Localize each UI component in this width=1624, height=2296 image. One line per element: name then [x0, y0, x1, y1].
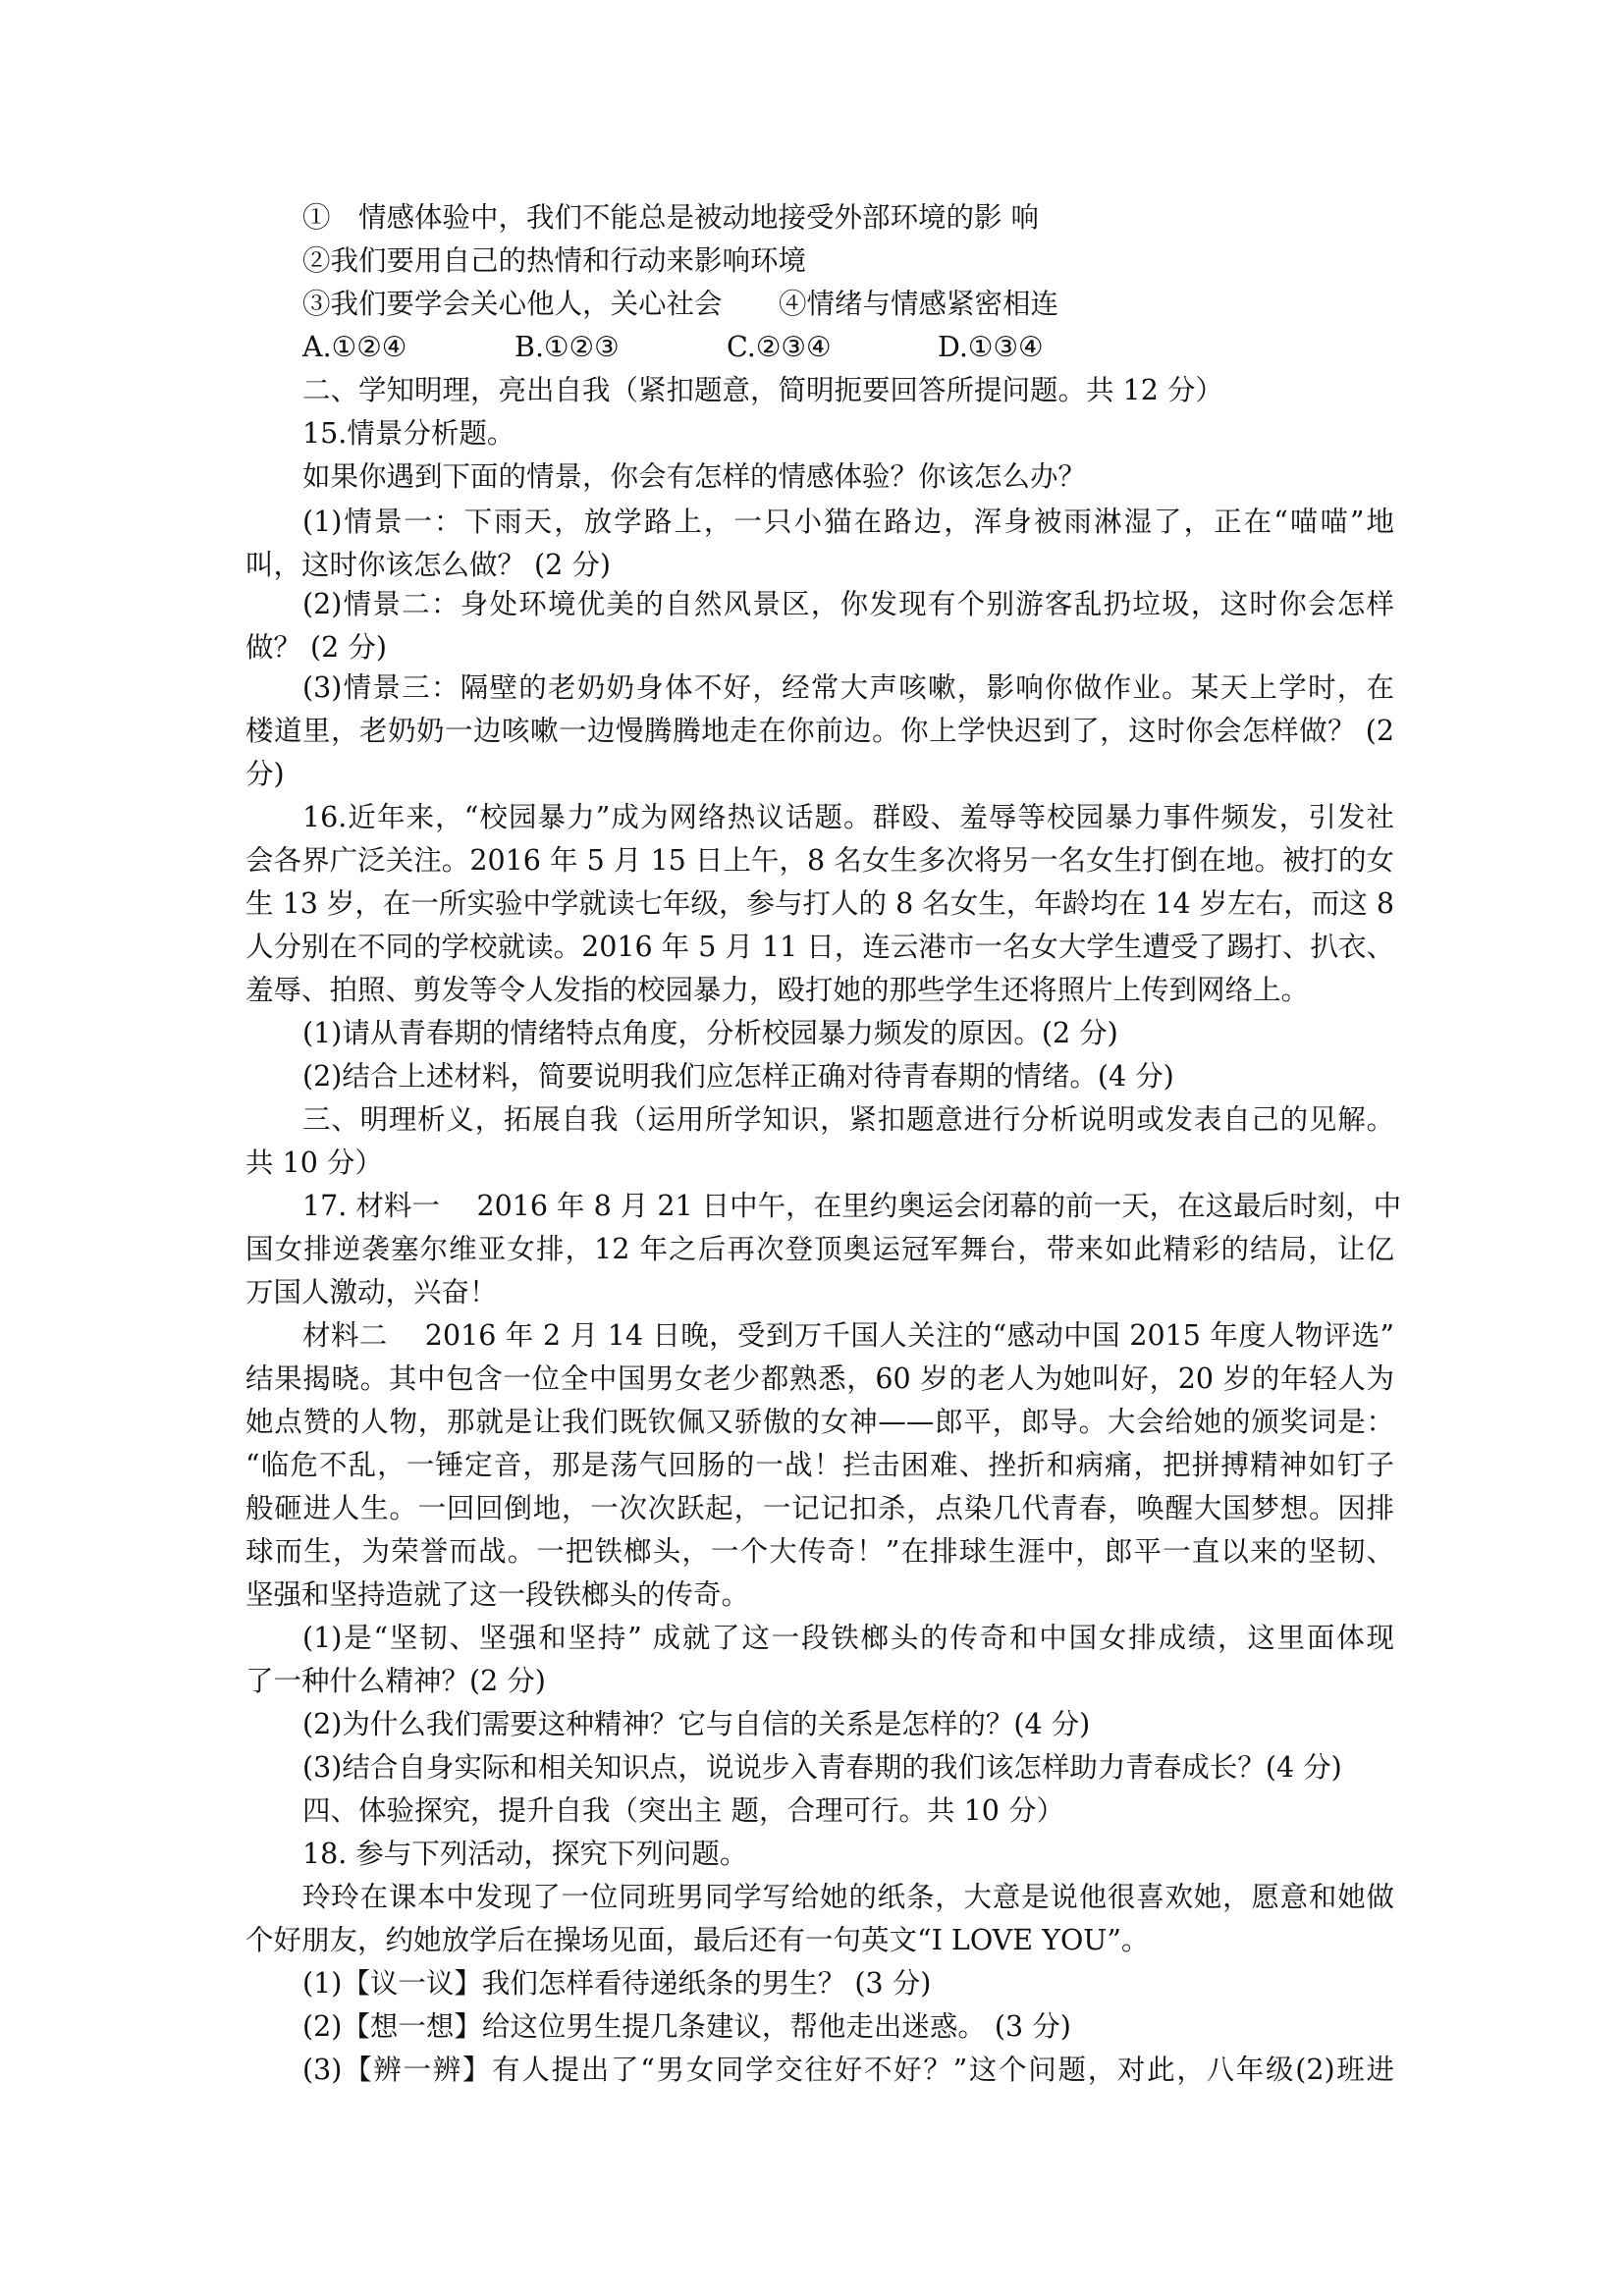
- q17-material2-line6: 球而生，为荣誉而战。一把铁榔头，一个大传奇！”在排球生涯中，郎平一直以来的坚韧、: [245, 1535, 1394, 1568]
- q17-material1-line1: 17. 材料一 2016 年 8 月 21 日中午，在里约奥运会闭幕的前一天，在这最后时刻，中: [302, 1190, 1402, 1222]
- q15-scene1-line1: (1)情景一：下雨天，放学路上，一只小猫在路边，浑身被雨淋湿了，正在“喵喵”地: [302, 506, 1394, 538]
- q17-sub1-line1: (1)是“坚韧、坚强和坚持” 成就了这一段铁榔头的传奇和中国女排成绩，这里面体现: [302, 1622, 1394, 1654]
- q15-scene2-line2: 做？ (2 分): [245, 631, 387, 664]
- q18-para-line1: 玲玲在课本中发现了一位同班男同学写给她的纸条，大意是说他很喜欢她，愿意和她做: [302, 1881, 1394, 1913]
- q16-para-line2: 会各界广泛关注。2016 年 5 月 15 日上午，8 名女生多次将另一名女生打倒在地。被打的女: [245, 844, 1394, 877]
- q16-sub1: (1)请从青春期的情绪特点角度，分析校园暴力频发的原因。(2 分): [302, 1017, 1118, 1049]
- q17-sub3: (3)结合自身实际和相关知识点，说说步入青春期的我们该怎样助力青春成长？(4 分): [302, 1751, 1342, 1784]
- choice-b: B.①②③: [514, 331, 620, 363]
- section-3-heading-line1: 三、明理析义，拓展自我（运用所学知识，紧扣题意进行分析说明或发表自己的见解。: [302, 1103, 1394, 1136]
- section-3-heading-line2: 共 10 分）: [245, 1147, 383, 1179]
- option-item-1: ① 情感体验中，我们不能总是被动地接受外部环境的影 响: [302, 201, 1040, 234]
- q17-material2-line4: “临危不乱，一锤定音，那是荡气回肠的一战！拦击困难、挫折和病痛，把拼搏精神如钉子: [245, 1449, 1394, 1481]
- q18-sub1: (1)【议一议】我们怎样看待递纸条的男生？ (3 分): [302, 1967, 932, 2000]
- option-item-2: ②我们要用自己的热情和行动来影响环境: [302, 244, 807, 277]
- q17-material2-line7: 坚强和坚持造就了这一段铁榔头的传奇。: [245, 1578, 750, 1611]
- q15-scene3-line3: 分): [245, 758, 285, 790]
- q15-scene3-line1: (3)情景三：隔壁的老奶奶身体不好，经常大声咳嗽，影响你做作业。某天上学时，在: [302, 671, 1394, 704]
- choice-d: D.①③④: [938, 331, 1044, 363]
- q17-sub2: (2)为什么我们需要这种精神？它与自信的关系是怎样的？(4 分): [302, 1708, 1091, 1740]
- q15-scene2-line1: (2)情景二：身处环境优美的自然风景区，你发现有个别游客乱扔垃圾，这时你会怎样: [302, 588, 1394, 620]
- q16-para-line1: 16.近年来，“校园暴力”成为网络热议话题。群殴、羞辱等校园暴力事件频发，引发社: [302, 801, 1394, 833]
- section-4-heading: 四、体验探究，提升自我（突出主 题，合理可行。共 10 分）: [302, 1794, 1064, 1827]
- q16-para-line4: 人分别在不同的学校就读。2016 年 5 月 11 日，连云港市一名女大学生遭受了踢打、扒衣、: [245, 931, 1394, 963]
- q15-scene3-line2: 楼道里，老奶奶一边咳嗽一边慢腾腾地走在你前边。你上学快迟到了，这时你会怎样做？ (2: [245, 715, 1394, 747]
- q15-title: 15.情景分析题。: [302, 417, 515, 450]
- choice-a: A.①②④: [302, 331, 407, 363]
- option-item-3: ③我们要学会关心他人，关心社会: [302, 288, 723, 320]
- q16-para-line3: 生 13 岁，在一所实验中学就读七年级，参与打人的 8 名女生，年龄均在 14 岁左右，而这 8: [245, 887, 1394, 920]
- q17-material2-line3: 她点赞的人物，那就是让我们既钦佩又骄傲的女神——郎平，郎导。大会给她的颁奖词是：: [245, 1406, 1394, 1438]
- q18-sub2: (2)【想一想】给这位男生提几条建议，帮他走出迷惑。 (3 分): [302, 2010, 1071, 2043]
- q18-sub3: (3)【辨一辨】有人提出了“男女同学交往好不好？”这个问题，对此，八年级(2)班进: [302, 2054, 1394, 2086]
- q16-para-line5: 羞辱、拍照、剪发等令人发指的校园暴力，殴打她的那些学生还将照片上传到网络上。: [245, 974, 1310, 1006]
- q18-title: 18. 参与下列活动，探究下列问题。: [302, 1838, 748, 1870]
- q15-scene1-line2: 叫，这时你该怎么做？ (2 分): [245, 549, 611, 581]
- q17-material1-line2: 国女排逆袭塞尔维亚女排，12 年之后再次登顶奥运冠军舞台，带来如此精彩的结局，让亿: [245, 1233, 1394, 1265]
- q17-material2-line5: 般砸进人生。一回回倒地，一次次跃起，一记记扣杀，点染几代青春，唤醒大国梦想。因排: [245, 1492, 1394, 1524]
- q16-sub2: (2)结合上述材料，简要说明我们应怎样正确对待青春期的情绪。(4 分): [302, 1060, 1174, 1093]
- q17-material1-line3: 万国人激动，兴奋！: [245, 1276, 498, 1308]
- section-2-heading: 二、学知明理，亮出自我（紧扣题意，简明扼要回答所提问题。共 12 分）: [302, 374, 1223, 406]
- q17-material2-line1: 材料二 2016 年 2 月 14 日晚，受到万千国人关注的“感动中国 2015 年度人物评选”: [302, 1319, 1394, 1352]
- q17-sub1-line2: 了一种什么精神？(2 分): [245, 1665, 546, 1697]
- choice-c: C.②③④: [727, 331, 832, 363]
- q17-material2-line2: 结果揭晓。其中包含一位全中国男女老少都熟悉，60 岁的老人为她叫好，20 岁的年轻人为: [245, 1362, 1394, 1395]
- q15-intro: 如果你遇到下面的情景，你会有怎样的情感体验？你该怎么办？: [302, 460, 1087, 493]
- option-item-4: ④情绪与情感紧密相连: [779, 288, 1059, 320]
- q18-para-line2: 个好朋友，约她放学后在操场见面，最后还有一句英文“I LOVE YOU”。: [245, 1924, 1150, 1956]
